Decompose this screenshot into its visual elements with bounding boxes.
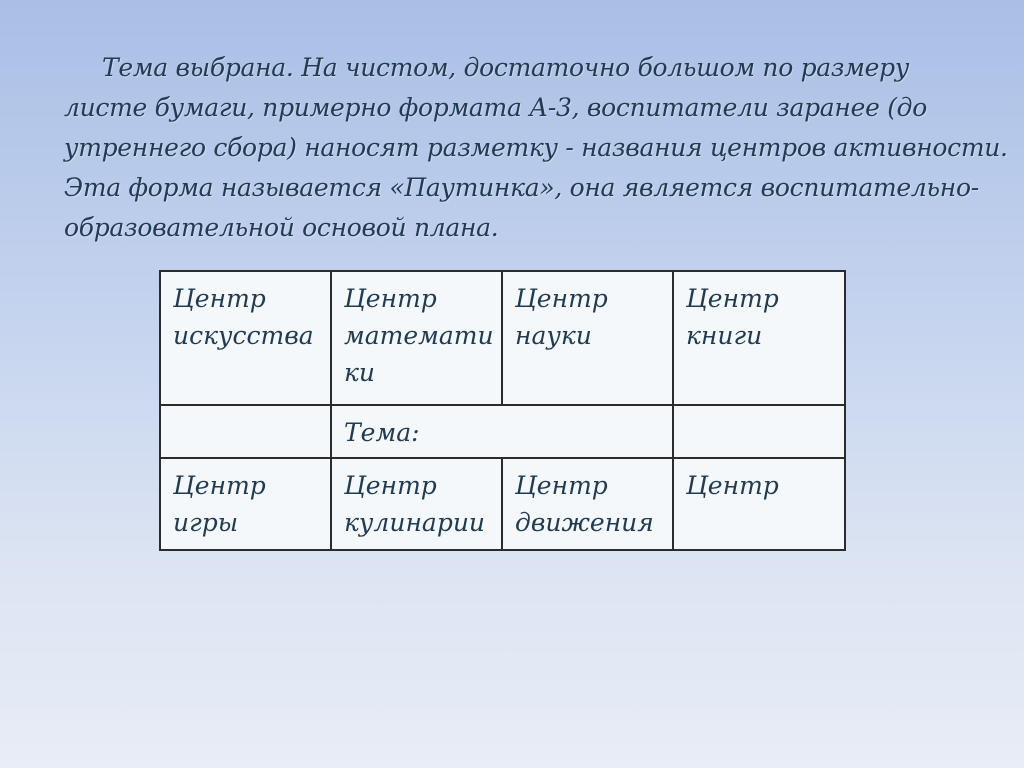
table-cell-art-center: Центр искусства <box>160 271 331 405</box>
table-cell-cooking-center: Центр кулинарии <box>331 458 502 550</box>
paragraph-line: листе бумаги, примерно формата А-3, воспитатели заранее (до <box>64 93 927 122</box>
table-cell-center: Центр <box>673 458 845 550</box>
table-cell-book-center: Центр книги <box>673 271 845 405</box>
table-cell-theme: Тема: <box>331 405 673 458</box>
table-cell-math-center: Центр математи ки <box>331 271 502 405</box>
paragraph-line: образовательной основой плана. <box>64 213 499 242</box>
table-cell-empty <box>160 405 331 458</box>
table-row <box>160 271 845 405</box>
paragraph-line: Эта форма называется «Паутинка», она является воспитательно- <box>64 173 979 202</box>
table-cell-empty <box>673 405 845 458</box>
table-cell-play-center: Центр игры <box>160 458 331 550</box>
table-cell-science-center: Центр науки <box>502 271 673 405</box>
paragraph-line: утреннего сбора) наносят разметку - названия центров активности. <box>64 133 1008 162</box>
table-row <box>160 405 845 458</box>
intro-paragraph <box>64 48 1008 248</box>
paragraph-line: Тема выбрана. На чистом, достаточно большом по размеру <box>102 53 910 82</box>
activity-centers-table <box>159 270 846 551</box>
table-cell-movement-center: Центр движения <box>502 458 673 550</box>
table-row <box>160 458 845 550</box>
